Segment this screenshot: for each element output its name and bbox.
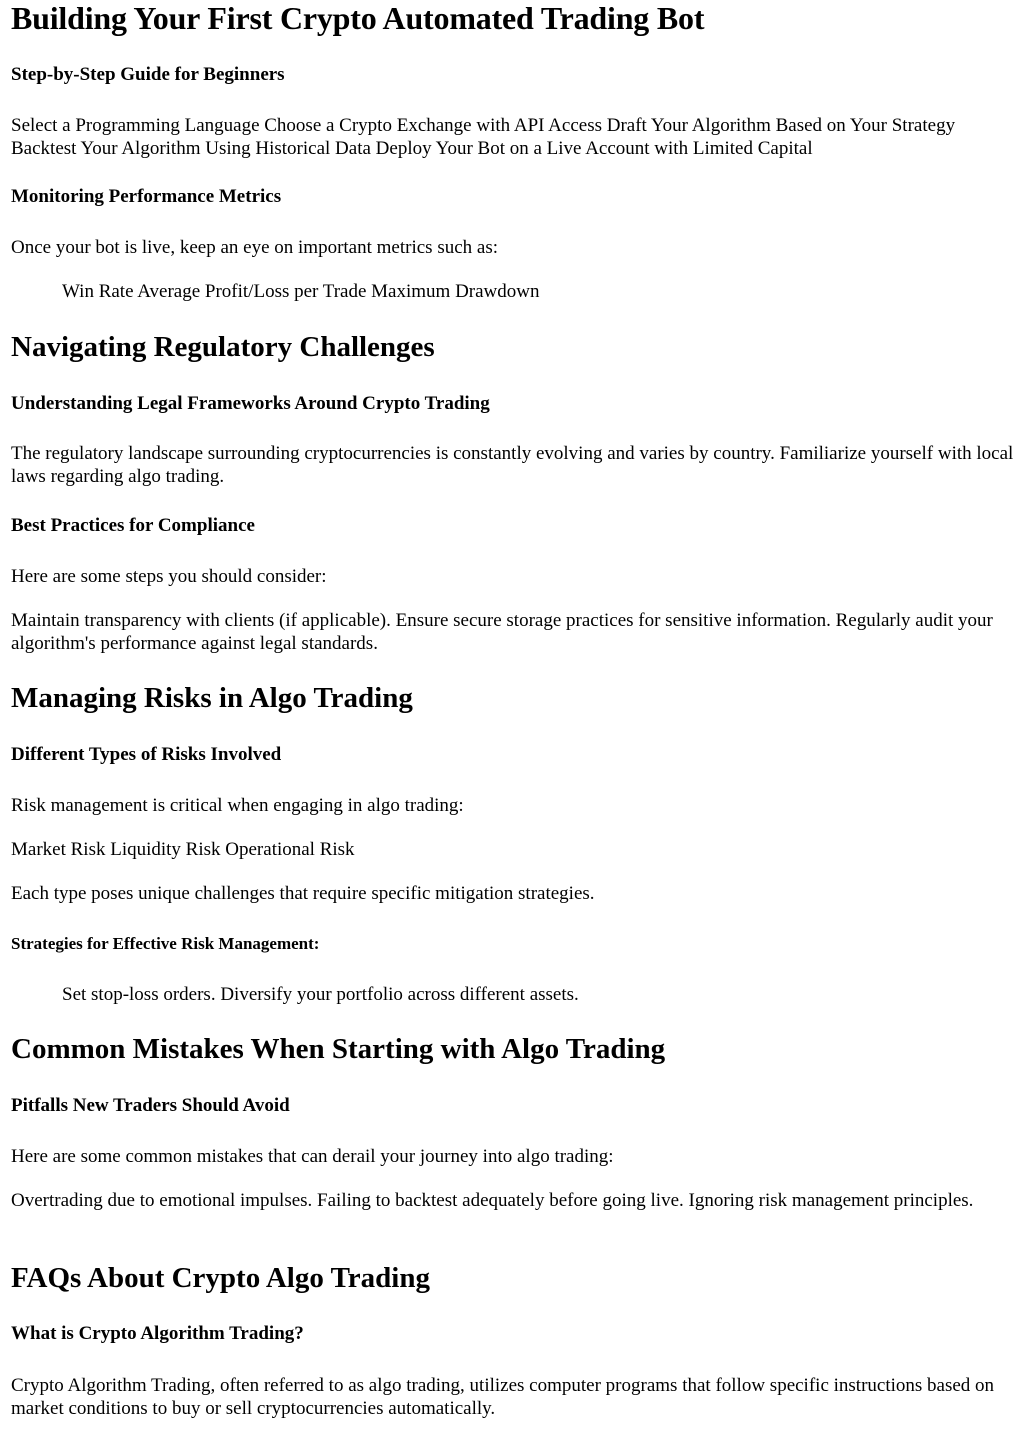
- heading-pitfalls: Pitfalls New Traders Should Avoid: [11, 1095, 290, 1116]
- risk-strategies-list: Set stop-loss orders. Diversify your portfolio across different assets.: [62, 984, 579, 1005]
- heading-compliance: Best Practices for Compliance: [11, 515, 255, 536]
- section-title-first-bot: Building Your First Crypto Automated Trading Bot: [11, 0, 705, 36]
- risk-types-list: Market Risk Liquidity Risk Operational Risk: [11, 839, 355, 860]
- section-title-risks: Managing Risks in Algo Trading: [11, 682, 413, 714]
- compliance-intro: Here are some steps you should consider:: [11, 566, 327, 587]
- steps-paragraph: Select a Programming Language Choose a Crypto Exchange with API Access Draft Your Algorithm Based on Your Strategy Backtest Your Algorithm Using Historical Data Deploy Your Bot on a Live Account with Limited Capital: [11, 115, 956, 159]
- metrics-list: Win Rate Average Profit/Loss per Trade Maximum Drawdown: [62, 281, 540, 302]
- heading-risk-strategies: Strategies for Effective Risk Management:: [11, 934, 320, 953]
- pitfalls-list: Overtrading due to emotional impulses. Failing to backtest adequately before going live. Ignoring risk management principles.: [11, 1190, 974, 1211]
- section-title-faqs: FAQs About Crypto Algo Trading: [11, 1262, 430, 1294]
- faq-answer-1: Crypto Algorithm Trading, often referred to as algo trading, utilizes computer programs that follow specific instructions based on market conditions to buy or sell cryptocurrencies automatically.: [11, 1375, 995, 1419]
- heading-monitoring-metrics: Monitoring Performance Metrics: [11, 186, 282, 207]
- pitfalls-intro: Here are some common mistakes that can derail your journey into algo trading:: [11, 1146, 614, 1167]
- compliance-list: Maintain transparency with clients (if applicable). Ensure secure storage practices for sensitive information. Regularly audit your algorithm's performance against legal standards.: [11, 610, 993, 654]
- metrics-intro: Once your bot is live, keep an eye on important metrics such as:: [11, 237, 499, 258]
- heading-step-guide: Step-by-Step Guide for Beginners: [11, 64, 285, 85]
- heading-risk-types: Different Types of Risks Involved: [11, 744, 282, 765]
- section-title-regulatory: Navigating Regulatory Challenges: [11, 331, 435, 363]
- section-title-mistakes: Common Mistakes When Starting with Algo Trading: [11, 1033, 666, 1065]
- heading-legal-frameworks: Understanding Legal Frameworks Around Crypto Trading: [11, 393, 490, 414]
- risk-types-note: Each type poses unique challenges that require specific mitigation strategies.: [11, 883, 595, 904]
- risk-types-intro: Risk management is critical when engaging in algo trading:: [11, 795, 464, 816]
- faq-question-1: What is Crypto Algorithm Trading?: [11, 1323, 304, 1344]
- legal-paragraph: The regulatory landscape surrounding cryptocurrencies is constantly evolving and varies by country. Familiarize yourself with local laws regarding algo trading.: [11, 443, 1014, 487]
